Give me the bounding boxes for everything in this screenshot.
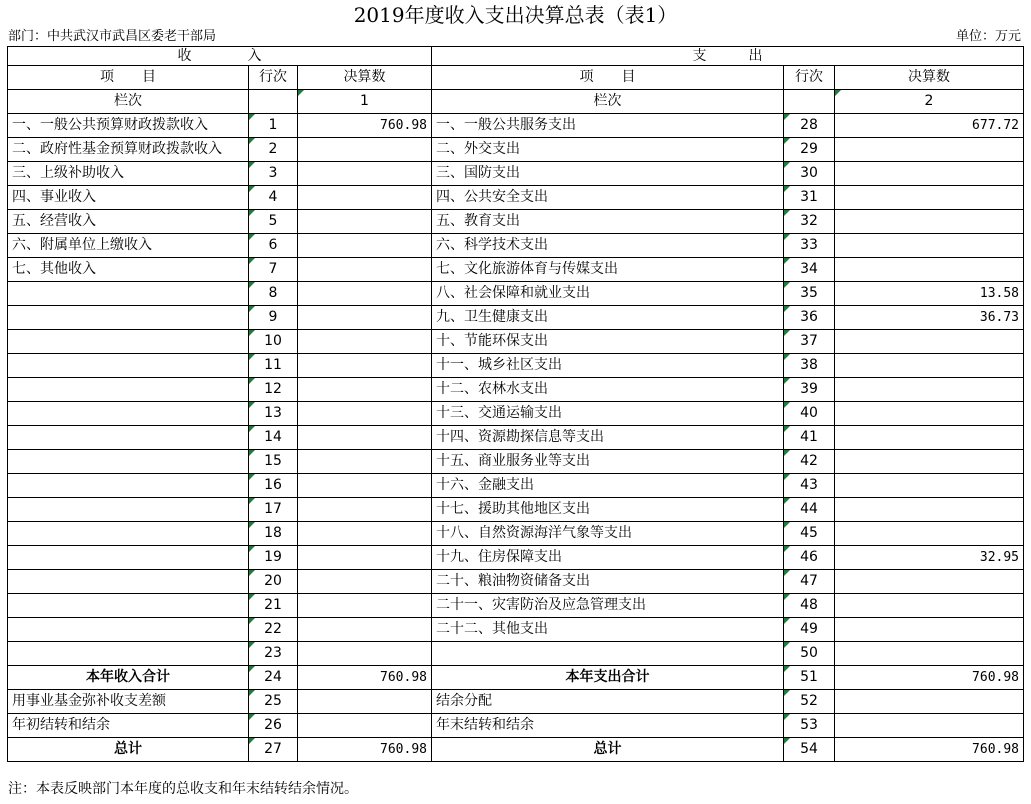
income-item: 一、一般公共预算财政拨款收入 — [8, 114, 249, 138]
expense-summary-line-no: 51 — [784, 666, 835, 690]
income-item-header: 项 目 — [8, 66, 249, 90]
expense-item-header: 项 目 — [432, 66, 784, 90]
expense-summary-item: 结余分配 — [432, 690, 784, 714]
income-summary-line-no: 25 — [249, 690, 298, 714]
income-line-no: 13 — [249, 402, 298, 426]
expense-line-no: 50 — [784, 642, 835, 666]
income-item — [8, 282, 249, 306]
income-line-no: 9 — [249, 306, 298, 330]
expense-amount — [835, 522, 1024, 546]
expense-line-no: 29 — [784, 138, 835, 162]
income-item — [8, 378, 249, 402]
income-item — [8, 426, 249, 450]
income-amount — [298, 306, 432, 330]
table-row — [8, 498, 1024, 522]
income-line-no: 3 — [249, 162, 298, 186]
expense-item: 十五、商业服务业等支出 — [432, 450, 784, 474]
income-item — [8, 642, 249, 666]
table-row — [8, 354, 1024, 378]
footnote: 注：本表反映部门本年度的总收支和年末结转结余情况。 — [8, 781, 358, 797]
expense-summary-line-no: 54 — [784, 738, 835, 762]
income-line-no: 23 — [249, 642, 298, 666]
income-amount — [298, 642, 432, 666]
expense-line-no: 34 — [784, 258, 835, 282]
expense-line-no: 46 — [784, 546, 835, 570]
income-amount-header: 决算数 — [298, 66, 432, 90]
table-row — [8, 138, 1024, 162]
income-line-no: 7 — [249, 258, 298, 282]
table-row — [8, 114, 1024, 138]
income-summary-line-no: 26 — [249, 714, 298, 738]
expense-amount — [835, 162, 1024, 186]
summary-row — [8, 690, 1024, 714]
income-line-no: 2 — [249, 138, 298, 162]
table-row — [8, 546, 1024, 570]
income-amount — [298, 138, 432, 162]
table-row — [8, 522, 1024, 546]
table-row — [8, 186, 1024, 210]
expense-item: 十四、资源勘探信息等支出 — [432, 426, 784, 450]
expense-item — [432, 642, 784, 666]
expense-column-number: 2 — [835, 90, 1024, 114]
income-summary-item: 用事业基金弥补收支差额 — [8, 690, 249, 714]
income-amount — [298, 474, 432, 498]
income-summary-amount: 760.98 — [298, 666, 432, 690]
income-line-no: 22 — [249, 618, 298, 642]
expense-line-no: 32 — [784, 210, 835, 234]
department-label: 部门：中共武汉市武昌区委老干部局 — [8, 29, 217, 44]
income-item: 三、上级补助收入 — [8, 162, 249, 186]
section-header-row — [8, 47, 1024, 66]
expense-summary-amount: 760.98 — [835, 738, 1024, 762]
income-item: 五、经营收入 — [8, 210, 249, 234]
expense-line-no: 37 — [784, 330, 835, 354]
income-line-no: 1 — [249, 114, 298, 138]
table-row — [8, 306, 1024, 330]
expense-line-no: 48 — [784, 594, 835, 618]
income-amount — [298, 330, 432, 354]
income-item — [8, 450, 249, 474]
income-line-no: 16 — [249, 474, 298, 498]
expense-summary-item: 总计 — [432, 738, 784, 762]
summary-row — [8, 666, 1024, 690]
income-summary-item: 年初结转和结余 — [8, 714, 249, 738]
income-section-header: 收 入 — [8, 47, 432, 66]
income-item — [8, 330, 249, 354]
income-line-no: 10 — [249, 330, 298, 354]
expense-line-no: 35 — [784, 282, 835, 306]
expense-item: 一、一般公共服务支出 — [432, 114, 784, 138]
expense-amount — [835, 642, 1024, 666]
expense-summary-line-no: 52 — [784, 690, 835, 714]
income-amount: 760.98 — [298, 114, 432, 138]
income-column-number: 1 — [298, 90, 432, 114]
income-summary-item: 总计 — [8, 738, 249, 762]
income-expense-table — [7, 46, 1024, 762]
table-row — [8, 402, 1024, 426]
table-row — [8, 570, 1024, 594]
expense-lanci-blank — [784, 90, 835, 114]
income-item: 四、事业收入 — [8, 186, 249, 210]
income-item: 二、政府性基金预算财政拨款收入 — [8, 138, 249, 162]
income-item — [8, 546, 249, 570]
expense-item: 十九、住房保障支出 — [432, 546, 784, 570]
expense-amount: 36.73 — [835, 306, 1024, 330]
income-summary-item: 本年收入合计 — [8, 666, 249, 690]
table-row — [8, 618, 1024, 642]
expense-item: 四、公共安全支出 — [432, 186, 784, 210]
expense-amount: 677.72 — [835, 114, 1024, 138]
expense-item: 十二、农林水支出 — [432, 378, 784, 402]
income-item — [8, 522, 249, 546]
expense-amount — [835, 354, 1024, 378]
expense-line-no: 38 — [784, 354, 835, 378]
income-amount — [298, 618, 432, 642]
expense-amount — [835, 210, 1024, 234]
table-row — [8, 282, 1024, 306]
income-amount — [298, 354, 432, 378]
expense-item: 三、国防支出 — [432, 162, 784, 186]
income-line-no: 20 — [249, 570, 298, 594]
expense-amount: 32.95 — [835, 546, 1024, 570]
income-amount — [298, 258, 432, 282]
income-summary-amount — [298, 690, 432, 714]
income-amount — [298, 210, 432, 234]
expense-item: 五、教育支出 — [432, 210, 784, 234]
expense-amount — [835, 186, 1024, 210]
income-amount — [298, 282, 432, 306]
income-item — [8, 498, 249, 522]
expense-amount — [835, 258, 1024, 282]
expense-item: 十一、城乡社区支出 — [432, 354, 784, 378]
column-header-row — [8, 66, 1024, 90]
expense-line-no: 47 — [784, 570, 835, 594]
unit-label: 单位：万元 — [955, 29, 1021, 44]
income-line-no: 14 — [249, 426, 298, 450]
expense-line-no: 44 — [784, 498, 835, 522]
expense-item: 二、外交支出 — [432, 138, 784, 162]
expense-item: 二十、粮油物资储备支出 — [432, 570, 784, 594]
income-summary-amount — [298, 714, 432, 738]
expense-item: 二十一、灾害防治及应急管理支出 — [432, 594, 784, 618]
income-line-no: 18 — [249, 522, 298, 546]
expense-amount — [835, 618, 1024, 642]
expense-section-header: 支 出 — [432, 47, 1024, 66]
expense-line-no: 40 — [784, 402, 835, 426]
income-line-no: 8 — [249, 282, 298, 306]
table-row — [8, 426, 1024, 450]
table-row — [8, 162, 1024, 186]
income-item — [8, 594, 249, 618]
expense-summary-item: 年末结转和结余 — [432, 714, 784, 738]
income-amount — [298, 378, 432, 402]
expense-line-no: 49 — [784, 618, 835, 642]
expense-item: 十三、交通运输支出 — [432, 402, 784, 426]
income-line-header: 行次 — [249, 66, 298, 90]
expense-summary-amount — [835, 714, 1024, 738]
expense-amount — [835, 570, 1024, 594]
expense-amount: 13.58 — [835, 282, 1024, 306]
income-line-no: 4 — [249, 186, 298, 210]
expense-item: 九、卫生健康支出 — [432, 306, 784, 330]
income-lanci-label: 栏次 — [8, 90, 249, 114]
table-row — [8, 234, 1024, 258]
expense-amount — [835, 378, 1024, 402]
income-amount — [298, 234, 432, 258]
expense-amount — [835, 330, 1024, 354]
income-summary-line-no: 27 — [249, 738, 298, 762]
summary-row — [8, 738, 1024, 762]
table-row — [8, 378, 1024, 402]
income-item — [8, 402, 249, 426]
report-title: 2019年度收入支出决算总表（表1） — [353, 3, 678, 27]
table-row — [8, 210, 1024, 234]
income-amount — [298, 570, 432, 594]
expense-line-no: 28 — [784, 114, 835, 138]
column-number-row — [8, 90, 1024, 114]
income-item: 七、其他收入 — [8, 258, 249, 282]
income-lanci-blank — [249, 90, 298, 114]
expense-line-no: 45 — [784, 522, 835, 546]
expense-summary-line-no: 53 — [784, 714, 835, 738]
income-line-no: 21 — [249, 594, 298, 618]
expense-item: 八、社会保障和就业支出 — [432, 282, 784, 306]
income-line-no: 12 — [249, 378, 298, 402]
expense-item: 二十二、其他支出 — [432, 618, 784, 642]
income-amount — [298, 186, 432, 210]
expense-item: 十六、金融支出 — [432, 474, 784, 498]
income-line-no: 6 — [249, 234, 298, 258]
expense-summary-amount: 760.98 — [835, 666, 1024, 690]
table-row — [8, 258, 1024, 282]
income-summary-line-no: 24 — [249, 666, 298, 690]
income-amount — [298, 162, 432, 186]
expense-item: 六、科学技术支出 — [432, 234, 784, 258]
expense-line-no: 30 — [784, 162, 835, 186]
expense-summary-amount — [835, 690, 1024, 714]
income-item — [8, 570, 249, 594]
expense-amount — [835, 426, 1024, 450]
income-amount — [298, 546, 432, 570]
expense-line-no: 36 — [784, 306, 835, 330]
table-row — [8, 474, 1024, 498]
income-line-no: 19 — [249, 546, 298, 570]
expense-amount-header: 决算数 — [835, 66, 1024, 90]
expense-item: 十七、援助其他地区支出 — [432, 498, 784, 522]
income-item — [8, 474, 249, 498]
income-item — [8, 306, 249, 330]
income-amount — [298, 426, 432, 450]
expense-amount — [835, 234, 1024, 258]
expense-amount — [835, 498, 1024, 522]
income-line-no: 5 — [249, 210, 298, 234]
income-amount — [298, 450, 432, 474]
income-line-no: 17 — [249, 498, 298, 522]
income-amount — [298, 594, 432, 618]
income-summary-amount: 760.98 — [298, 738, 432, 762]
table-row — [8, 594, 1024, 618]
table-row — [8, 450, 1024, 474]
income-line-no: 11 — [249, 354, 298, 378]
expense-line-header: 行次 — [784, 66, 835, 90]
income-amount — [298, 498, 432, 522]
expense-item: 七、文化旅游体育与传媒支出 — [432, 258, 784, 282]
table-row — [8, 642, 1024, 666]
expense-line-no: 31 — [784, 186, 835, 210]
expense-summary-item: 本年支出合计 — [432, 666, 784, 690]
income-item — [8, 354, 249, 378]
expense-lanci-label: 栏次 — [432, 90, 784, 114]
expense-amount — [835, 402, 1024, 426]
income-item — [8, 618, 249, 642]
income-amount — [298, 522, 432, 546]
summary-row — [8, 714, 1024, 738]
expense-line-no: 42 — [784, 450, 835, 474]
expense-amount — [835, 138, 1024, 162]
expense-item: 十八、自然资源海洋气象等支出 — [432, 522, 784, 546]
expense-line-no: 33 — [784, 234, 835, 258]
expense-amount — [835, 474, 1024, 498]
income-item: 六、附属单位上缴收入 — [8, 234, 249, 258]
expense-line-no: 43 — [784, 474, 835, 498]
expense-amount — [835, 594, 1024, 618]
expense-amount — [835, 450, 1024, 474]
expense-line-no: 41 — [784, 426, 835, 450]
income-amount — [298, 402, 432, 426]
expense-line-no: 39 — [784, 378, 835, 402]
expense-item: 十、节能环保支出 — [432, 330, 784, 354]
table-row — [8, 330, 1024, 354]
income-line-no: 15 — [249, 450, 298, 474]
